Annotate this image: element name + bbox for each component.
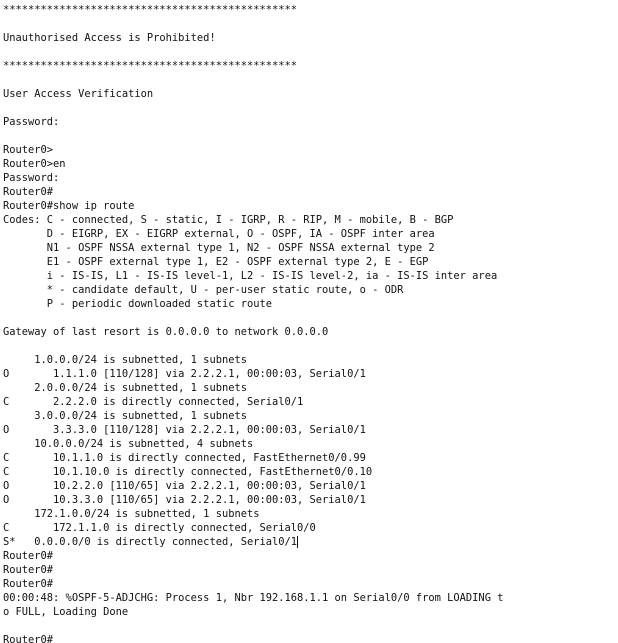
terminal-line-text: 3.0.0.0/24 is subnetted, 1 subnets — [3, 410, 247, 422]
terminal-line — [3, 143, 503, 157]
terminal-line — [3, 325, 503, 339]
terminal-line-text: Router0# — [3, 550, 54, 562]
terminal-line-text: User Access Verification — [3, 88, 154, 100]
terminal-line — [3, 591, 503, 605]
terminal-line-text: C 10.1.10.0 is directly connected, FastEthernet0/0.10 — [3, 466, 373, 478]
terminal-line-text: Router0# — [3, 186, 54, 198]
terminal-line-text: Gateway of last resort is 0.0.0.0 to network 0.0.0.0 — [3, 326, 329, 338]
terminal-line-text: 10.0.0.0/24 is subnetted, 4 subnets — [3, 438, 254, 450]
terminal-line-text: N1 - OSPF NSSA external type 1, N2 - OSPF NSSA external type 2 — [3, 242, 435, 254]
terminal-line — [3, 633, 503, 643]
terminal-line — [3, 367, 503, 381]
terminal-line-text: O 10.2.2.0 [110/65] via 2.2.2.1, 00:00:03, Serial0/1 — [3, 480, 366, 492]
terminal-line — [3, 87, 503, 101]
terminal-line-text: *********************************************** — [3, 60, 298, 72]
terminal-line-text: 1.0.0.0/24 is subnetted, 1 subnets — [3, 354, 247, 366]
terminal-line — [3, 185, 503, 199]
terminal-line-text: Password: — [3, 172, 60, 184]
terminal-line — [3, 353, 503, 367]
terminal-line-text: O 10.3.3.0 [110/65] via 2.2.2.1, 00:00:03, Serial0/1 — [3, 494, 366, 506]
terminal-line-text: C 2.2.2.0 is directly connected, Serial0/1 — [3, 396, 304, 408]
terminal-line-text: 172.1.0.0/24 is subnetted, 1 subnets — [3, 508, 260, 520]
terminal-line-text: S* 0.0.0.0/0 is directly connected, Serial0/1 — [3, 536, 298, 548]
terminal-line — [3, 437, 503, 451]
terminal-line-text: E1 - OSPF external type 1, E2 - OSPF external type 2, E - EGP — [3, 256, 429, 268]
terminal-line — [3, 451, 503, 465]
terminal-line — [3, 73, 503, 87]
terminal-line-text: Router0# — [3, 578, 54, 590]
terminal-line-text: C 172.1.1.0 is directly connected, Serial0/0 — [3, 522, 316, 534]
terminal-line — [3, 297, 503, 311]
terminal-line-text: P - periodic downloaded static route — [3, 298, 272, 310]
terminal-line-text: Router0> — [3, 144, 54, 156]
terminal-line — [3, 31, 503, 45]
terminal-line — [3, 269, 503, 283]
terminal-line — [3, 605, 503, 619]
terminal-line — [3, 45, 503, 59]
terminal-line-text: i - IS-IS, L1 - IS-IS level-1, L2 - IS-IS level-2, ia - IS-IS inter area — [3, 270, 498, 282]
terminal-line — [3, 227, 503, 241]
terminal-line-text: O 3.3.3.0 [110/128] via 2.2.2.1, 00:00:03, Serial0/1 — [3, 424, 366, 436]
terminal-line-text: Password: — [3, 116, 60, 128]
terminal-line-text: Router0>en — [3, 158, 66, 170]
terminal-line-text: 00:00:48: %OSPF-5-ADJCHG: Process 1, Nbr 192.168.1.1 on Serial0/0 from LOADING t — [3, 592, 504, 604]
terminal-line — [3, 493, 503, 507]
terminal-line — [3, 171, 503, 185]
terminal-line — [3, 577, 503, 591]
terminal-line — [3, 101, 503, 115]
terminal-line — [3, 17, 503, 31]
terminal-line — [3, 199, 503, 213]
terminal-line — [3, 619, 503, 633]
terminal-line-text: * - candidate default, U - per-user static route, o - ODR — [3, 284, 404, 296]
terminal-line — [3, 409, 503, 423]
terminal-line — [3, 521, 503, 535]
terminal-line — [3, 339, 503, 353]
terminal-line — [3, 535, 503, 549]
terminal-line-text: o FULL, Loading Done — [3, 606, 129, 618]
terminal-line — [3, 465, 503, 479]
terminal-line-text: Router0# — [3, 564, 54, 576]
terminal-line — [3, 213, 503, 227]
terminal-line — [3, 283, 503, 297]
terminal-line — [3, 381, 503, 395]
terminal-line-text: O 1.1.1.0 [110/128] via 2.2.2.1, 00:00:03, Serial0/1 — [3, 368, 366, 380]
terminal-output — [3, 3, 503, 643]
text-cursor — [297, 536, 298, 548]
terminal-line-text: Router0# — [3, 634, 54, 643]
terminal-line-text: Codes: C - connected, S - static, I - IGRP, R - RIP, M - mobile, B - BGP — [3, 214, 454, 226]
terminal-line-text: C 10.1.1.0 is directly connected, FastEthernet0/0.99 — [3, 452, 366, 464]
terminal-line-text: *********************************************** — [3, 4, 298, 16]
terminal-line — [3, 549, 503, 563]
terminal-line-text: Router0#show ip route — [3, 200, 135, 212]
terminal-line — [3, 479, 503, 493]
terminal-line — [3, 563, 503, 577]
terminal-line-text: D - EIGRP, EX - EIGRP external, O - OSPF, IA - OSPF inter area — [3, 228, 435, 240]
terminal-line — [3, 115, 503, 129]
terminal-line — [3, 59, 503, 73]
terminal-line — [3, 3, 503, 17]
terminal-line — [3, 395, 503, 409]
terminal-line — [3, 507, 503, 521]
terminal-line-text: 2.0.0.0/24 is subnetted, 1 subnets — [3, 382, 247, 394]
terminal-line — [3, 129, 503, 143]
terminal-line — [3, 241, 503, 255]
terminal-line — [3, 423, 503, 437]
terminal-line — [3, 157, 503, 171]
terminal-line — [3, 255, 503, 269]
terminal-line — [3, 311, 503, 325]
terminal-line-text: Unauthorised Access is Prohibited! — [3, 32, 216, 44]
